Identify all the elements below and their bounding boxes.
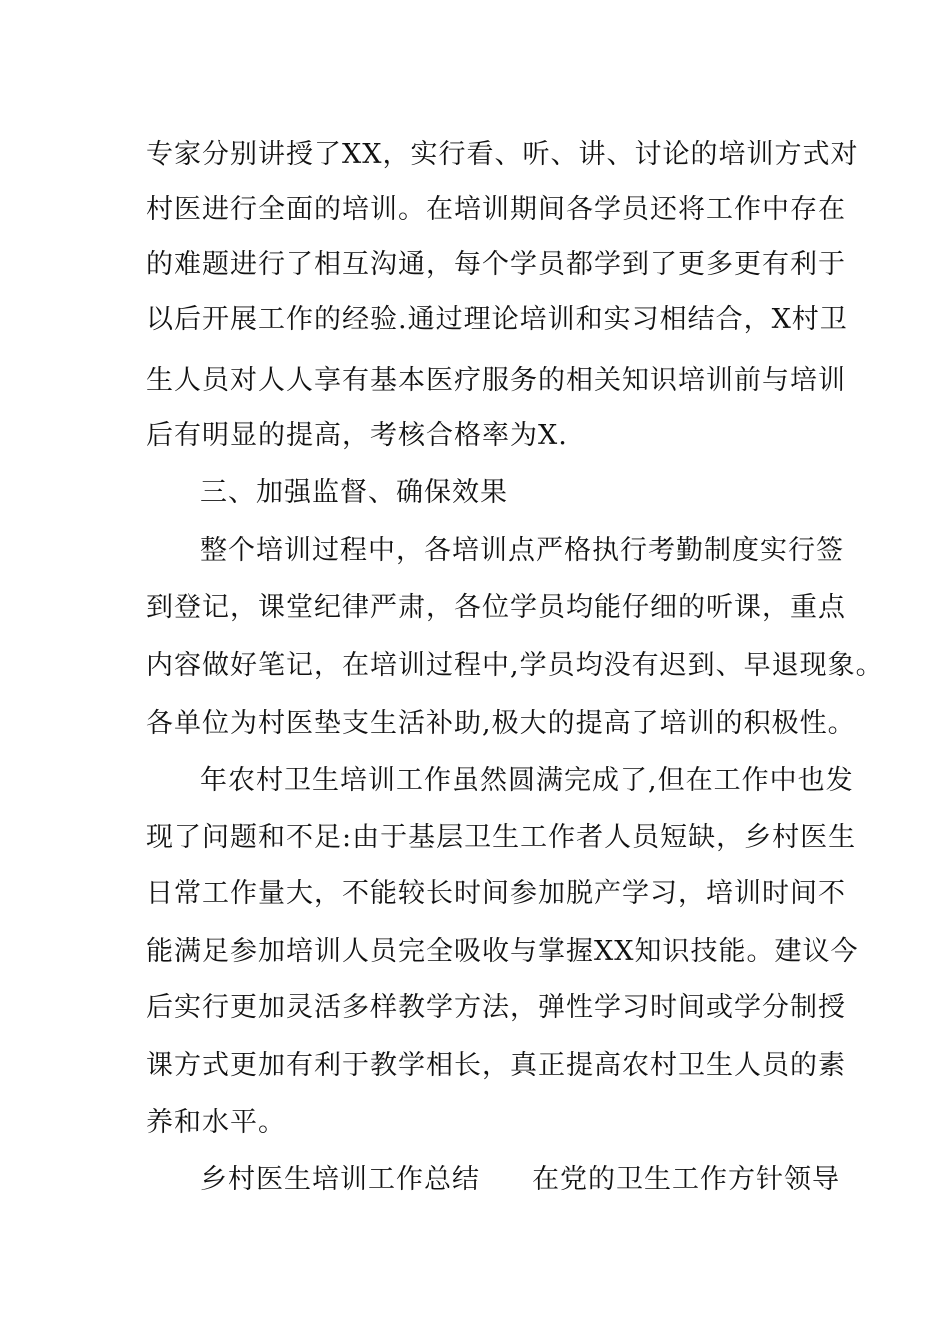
text-line: 村医进行全面的培训。在培训期间各学员还将工作中存在 <box>146 194 846 225</box>
text-line: 课方式更加有利于教学相长，真正提高农村卫生人员的素 <box>146 1050 846 1081</box>
text-line: 后实行更加灵活多样教学方法，弹性学习时间或学分制授 <box>146 992 846 1023</box>
text-line: 以后开展工作的经验.通过理论培训和实习相结合，X村卫 <box>146 304 848 335</box>
text-line: 日常工作量大，不能较长时间参加脱产学习，培训时间不 <box>146 878 846 909</box>
text-line <box>200 1162 840 1198</box>
summary-text: 在党的卫生工作方针领导 <box>532 1164 840 1195</box>
text-line: 的难题进行了相互沟通，每个学员都学到了更多更有利于 <box>146 249 846 280</box>
text-line: 到登记，课堂纪律严肃，各位学员均能仔细的听课，重点 <box>146 592 846 623</box>
text-line: 生人员对人人享有基本医疗服务的相关知识培训前与培训 <box>146 365 846 396</box>
text-line: 养和水平。 <box>146 1107 286 1138</box>
text-line: 各单位为村医垫支生活补助,极大的提高了培训的积极性。 <box>146 708 856 739</box>
text-line: 现了问题和不足:由于基层卫生工作者人员短缺，乡村医生 <box>146 822 857 853</box>
text-line: 内容做好笔记，在培训过程中,学员均没有迟到、早退现象。 <box>146 650 884 681</box>
section-heading: 三、加强监督、确保效果 <box>200 477 508 508</box>
text-line: 后有明显的提高，考核合格率为X. <box>146 420 568 451</box>
text-line: 整个培训过程中，各培训点严格执行考勤制度实行签 <box>200 535 844 566</box>
text-line: 能满足参加培训人员完全吸收与掌握XX知识技能。建议今 <box>146 936 859 967</box>
text-line: 专家分别讲授了XX，实行看、听、讲、讨论的培训方式对 <box>146 139 859 170</box>
text-line: 年农村卫生培训工作虽然圆满完成了,但在工作中也发 <box>200 765 854 796</box>
summary-title: 乡村医生培训工作总结 <box>200 1164 480 1195</box>
